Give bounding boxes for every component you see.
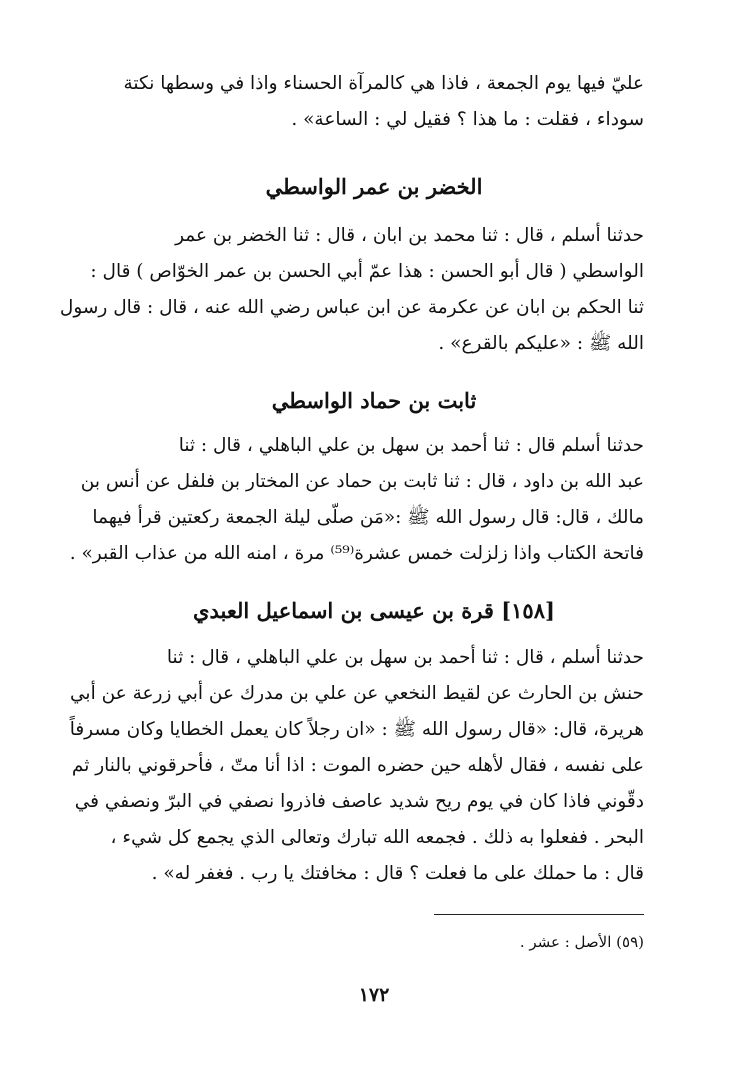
section-heading: ثابت بن حماد الواسطي (271, 388, 477, 413)
text-line: دقّوني فاذا كان في يوم ريح شديد عاصف فاذروا نصفي في البرّ ونصفي في (74, 791, 644, 812)
footnote-divider (434, 914, 644, 915)
section-heading: الخضر بن عمر الواسطي (265, 174, 483, 199)
text-line: حدثنا أسلم ، قال : ثنا أحمد بن سهل بن علي الباهلي ، قال : ثنا (166, 647, 644, 668)
text-line: الله ﷺ : «عليكم بالقرع» . (438, 333, 644, 354)
text-line: حدثنا أسلم قال : ثنا أحمد بن سهل بن علي الباهلي ، قال : ثنا (178, 435, 644, 456)
section-paragraph (59, 218, 644, 362)
page-number: ١٧٢ (358, 984, 390, 1006)
text-line: عبد الله بن داود ، قال : ثنا ثابت بن حماد عن المختار بن فلفل عن أنس بن (80, 471, 644, 492)
text-line: الواسطي ( قال أبو الحسن : هذا عمّ أبي الحسن بن عمر الخوّاص ) قال : (90, 261, 644, 282)
text-line: هريرة، قال: «قال رسول الله ﷺ : «ان رجلاً كان يعمل الخطايا وكان مسرفاً (69, 719, 644, 740)
text-line: قال : ما حملك على ما فعلت ؟ قال : مخافتك يا رب . فغفر له» . (151, 863, 644, 884)
text-line: عليّ فيها يوم الجمعة ، فاذا هي كالمرآة الحسناء واذا في وسطها نكتة (123, 73, 644, 94)
text-line: حنش بن الحارث عن لقيط النخعي عن علي بن مدرك عن أبي زرعة عن أبي (70, 683, 644, 704)
footnote: (٥٩) الأصل : عشر . (519, 933, 644, 951)
text-line: ثنا الحكم بن ابان عن عكرمة عن ابن عباس رضي الله عنه ، قال : قال رسول (59, 297, 644, 318)
text-line: فاتحة الكتاب واذا زلزلت خمس عشرة⁽⁵⁹⁾ مرة ، امنه الله من عذاب القبر» . (69, 543, 644, 564)
text-line: حدثنا أسلم ، قال : ثنا محمد بن ابان ، قال : ثنا الخضر بن عمر (175, 225, 644, 246)
intro-paragraph (108, 66, 644, 138)
section-paragraph (69, 428, 644, 572)
section-paragraph (69, 640, 644, 892)
section-heading: [١٥٨] قرة بن عيسى بن اسماعيل العبدي (193, 598, 555, 623)
text-line: سوداء ، فقلت : ما هذا ؟ فقيل لي : الساعة» . (291, 109, 644, 130)
text-line: مالك ، قال: قال رسول الله ﷺ :«مَن صلّى ليلة الجمعة ركعتين قرأ فيهما (92, 507, 644, 528)
text-line: على نفسه ، فقال لأهله حين حضره الموت : اذا أنا متّ ، فأحرقوني بالنار ثم (71, 755, 644, 776)
text-line: البحر . ففعلوا به ذلك . فجمعه الله تبارك وتعالى الذي يجمع كل شيء ، (110, 827, 644, 848)
